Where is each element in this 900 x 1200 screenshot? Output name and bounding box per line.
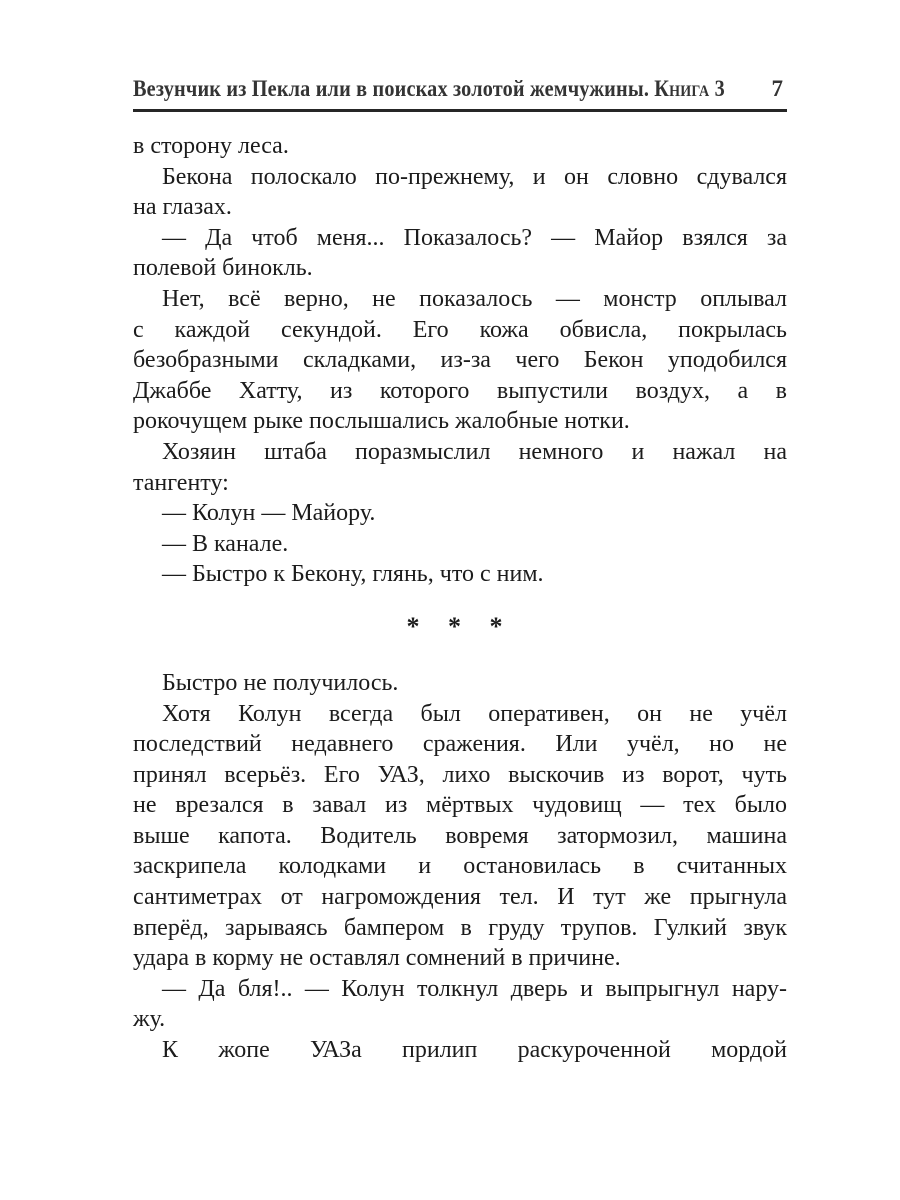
- book-title-main: Везунчик из Пекла или в поисках золотой жемчужины.: [133, 76, 655, 101]
- book-page: [133, 0, 787, 1066]
- text-line: с каждой секундой. Его кожа обвисла, покрылась: [133, 316, 787, 343]
- text-line: Быстро не получилось.: [162, 669, 399, 696]
- section-divider: * * *: [406, 611, 514, 641]
- text-line: вперёд, зарываясь бампером в груду трупов. Гулкий звук: [133, 914, 787, 941]
- book-title: [133, 76, 725, 102]
- text-line: К жопе УАЗа прилип раскуроченной мордой: [162, 1037, 787, 1064]
- text-line: Бекона полоскало по-прежнему, и он словно сдувался: [162, 163, 787, 190]
- text-line: заскрипела колодками и остановилась в считанных: [133, 853, 787, 880]
- text-line: — Да бля!.. — Колун толкнул дверь и выпрыгнул нару-: [162, 975, 787, 1002]
- text-line: Хозяин штаба поразмыслил немного и нажал на: [162, 438, 787, 465]
- text-line: полевой бинокль.: [133, 255, 313, 282]
- text-line: тангенту:: [133, 469, 229, 496]
- page-number: 7: [771, 76, 783, 101]
- text-line: — Быстро к Бекону, глянь, что с ним.: [162, 561, 544, 588]
- header-rule: [133, 109, 787, 112]
- text-line: не врезался в завал из мёртвых чудовищ — тех было: [133, 792, 787, 819]
- text-line: рокочущем рыке послышались жалобные нотки.: [133, 408, 630, 435]
- text-line: выше капота. Водитель вовремя затормозил, машина: [133, 822, 787, 849]
- text-line: Нет, всё верно, не показалось — монстр оплывал: [162, 285, 787, 312]
- text-line: Джаббе Хатту, из которого выпустили воздух, а в: [133, 377, 787, 404]
- text-line: сантиметрах от нагромождения тел. И тут же прыгнула: [133, 884, 787, 911]
- running-head: [133, 74, 787, 102]
- text-line: — В канале.: [162, 530, 289, 557]
- text-line: в сторону леса.: [133, 133, 289, 159]
- page-header: [133, 74, 787, 112]
- text-line: Хотя Колун всегда был оперативен, он не учёл: [162, 700, 787, 727]
- book-title-number: Книга 3: [654, 76, 725, 101]
- text-line: на глазах.: [133, 194, 232, 221]
- text-line: — Да чтоб меня... Показалось? — Майор взялся за: [162, 224, 787, 251]
- text-line: — Колун — Майору.: [162, 500, 376, 527]
- text-line: безобразными складками, из-за чего Бекон уподобился: [133, 347, 787, 374]
- page-body: [133, 131, 787, 1066]
- text-line: принял всерьёз. Его УАЗ, лихо выскочив из ворот, чуть: [133, 761, 787, 788]
- text-line: последствий недавнего сражения. Или учёл, но не: [133, 731, 787, 758]
- text-line: жу.: [133, 1006, 166, 1033]
- text-line: удара в корму не оставлял сомнений в причине.: [133, 945, 621, 972]
